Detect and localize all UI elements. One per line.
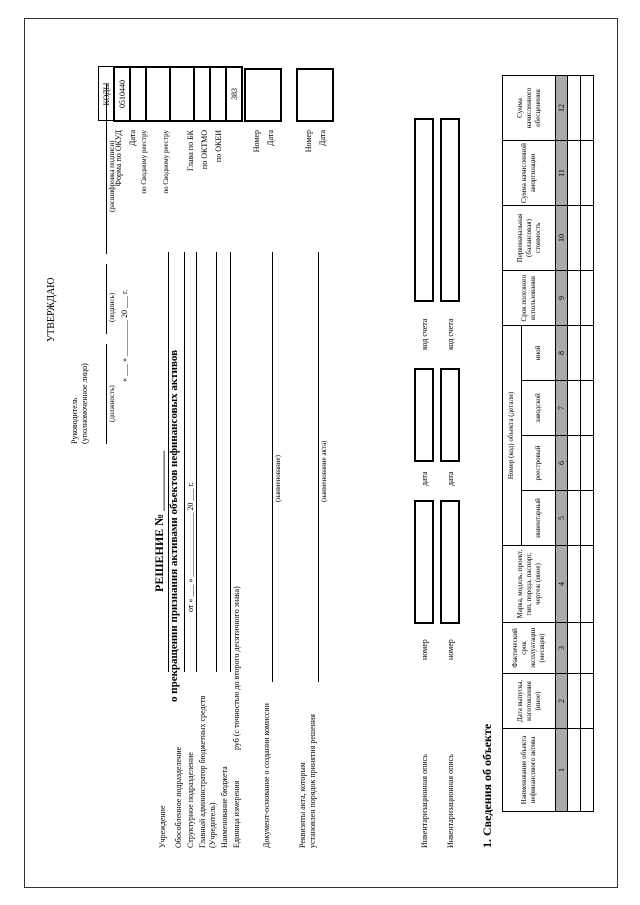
nomer2-label: Номер [304, 130, 313, 153]
subcol-registry: реестровый [521, 436, 555, 491]
inventory2-account-label: код счета [446, 318, 455, 350]
codes-table [98, 66, 243, 122]
col-header-2: Дата выпуска, изготовления (иное) [503, 674, 556, 729]
inventory2-number-box[interactable] [440, 500, 460, 624]
budget-name-label: Наименование бюджета [220, 766, 229, 848]
inventory1-number-label: номер [420, 639, 429, 660]
table-cell[interactable] [581, 326, 594, 381]
budget-name-line[interactable] [230, 252, 231, 672]
col-header-10: Первоначальная (балансовая) стоимость [503, 206, 556, 271]
inventory2-number-label: номер [446, 639, 455, 660]
inventory1-number-box[interactable] [414, 500, 434, 624]
signature-line [106, 264, 107, 334]
commission-doc-label: Документ-основание о создании комиссии [262, 703, 271, 848]
decision-title: РЕШЕНИЕ № __________ [152, 450, 166, 592]
col-number: 12 [556, 76, 568, 141]
chief-admin-line[interactable] [216, 252, 217, 672]
date-label: Дата [128, 130, 137, 146]
decision-date: от « ___ » ________________ 20 ___ г. [186, 482, 195, 612]
codes-header: КОДЫ [99, 67, 115, 121]
subcol-inventory: инвентарный [521, 491, 555, 546]
reg2-code-cell[interactable] [170, 67, 194, 121]
col-number: 2 [556, 674, 568, 729]
okud-code: 0510440 [114, 67, 130, 121]
inventory1-label: Инвентаризационная опись [420, 754, 429, 848]
inventory2-label: Инвентаризационная опись [446, 754, 455, 848]
col-number: 5 [556, 491, 568, 546]
inventory1-date-box[interactable] [414, 368, 434, 462]
inventory2-account-box[interactable] [440, 118, 460, 302]
nomer-label: Номер [252, 130, 261, 153]
structural-unit-label: Структурное подразделение [186, 752, 195, 848]
table-cell[interactable] [568, 141, 581, 206]
inventory1-account-label: код счета [420, 318, 429, 350]
structural-unit-line[interactable] [196, 252, 197, 672]
bk-code-cell[interactable] [194, 67, 210, 121]
table-cell[interactable] [568, 326, 581, 381]
col-number: 7 [556, 381, 568, 436]
separate-unit-label: Обособленное подразделение [174, 746, 183, 848]
table-cell[interactable] [581, 76, 594, 141]
table-cell[interactable] [568, 623, 581, 674]
col-number: 6 [556, 436, 568, 491]
unit-value: руб (с точностью до второго десятичного знака) [232, 586, 241, 750]
table-cell[interactable] [568, 436, 581, 491]
commission-code-box[interactable] [244, 68, 282, 122]
act-caption: (наименование акта) [320, 440, 328, 502]
reg1-label: по Сводному реестру [140, 130, 148, 194]
separate-unit-line[interactable] [184, 252, 185, 672]
oktmo-code-cell[interactable] [210, 67, 226, 121]
data2-label: Дата [318, 130, 327, 146]
approval-title: УТВЕРЖДАЮ [46, 277, 57, 342]
table-row [581, 76, 594, 812]
col-number: 3 [556, 623, 568, 674]
decision-subtitle: о прекращении признания активами объектов нефинансовых активов [168, 349, 180, 702]
oktmo-label: по ОКТМО [200, 130, 209, 170]
subcol-other: иной [521, 326, 555, 381]
table-cell[interactable] [581, 491, 594, 546]
col-header-12: Сумма начисленного обесценения [503, 76, 556, 141]
col-number: 1 [556, 729, 568, 812]
table-cell[interactable] [568, 271, 581, 326]
table-cell[interactable] [581, 729, 594, 812]
institution-line[interactable] [168, 252, 169, 672]
table-cell[interactable] [581, 141, 594, 206]
table-cell[interactable] [568, 729, 581, 812]
bk-label: Глава по БК [186, 130, 195, 171]
data-label: Дата [266, 130, 275, 146]
col-number: 8 [556, 326, 568, 381]
inventory1-account-box[interactable] [414, 118, 434, 302]
object-table [502, 75, 594, 812]
approval-date: « ___ » _________ 20 ___ г. [120, 289, 129, 382]
head-label: Руководитель [70, 397, 79, 444]
col-header-5: Номер (код) объекта (детали) [503, 326, 522, 546]
table-cell[interactable] [581, 271, 594, 326]
col-header-1: Наименование объекта нефинансового актива [503, 729, 556, 812]
table-cell[interactable] [568, 76, 581, 141]
table-cell[interactable] [581, 623, 594, 674]
col-header-9: Срок полезного использования [503, 271, 556, 326]
table-row [568, 76, 581, 812]
table-cell[interactable] [581, 436, 594, 491]
table-cell[interactable] [581, 381, 594, 436]
act-details-line[interactable] [318, 252, 319, 682]
okei-code: 383 [226, 67, 242, 121]
date-code-cell[interactable] [130, 67, 146, 121]
col-header-4: Марка, модель, проект, тип, порода, паспорт, чертеж (иное) [503, 546, 556, 623]
reg2-label: по Сводному реестру [162, 130, 170, 194]
institution-label: Учреждение [158, 805, 167, 848]
rotated-form [40, 42, 600, 862]
col-number: 4 [556, 546, 568, 623]
okei-label: по ОКЕИ [214, 130, 223, 163]
col-header-11: Сумма начисленной амортизации [503, 141, 556, 206]
subcol-factory: заводской [521, 381, 555, 436]
chief-admin-label: Главный администратор бюджетных средств [198, 695, 207, 848]
reg1-code-cell[interactable] [146, 67, 170, 121]
unit-label: Единица измерения [232, 780, 241, 848]
table-cell[interactable] [568, 491, 581, 546]
act-details-label: Реквизиты акта, которым [298, 762, 307, 848]
position-line [106, 344, 107, 444]
col-header-3: Фактический срок эксплуатации (месяцев) [503, 623, 556, 674]
act-details-sublabel: установлен порядок принятия решения [308, 714, 317, 848]
decoding-caption: (расшифровка подписи) [108, 140, 116, 212]
table-cell[interactable] [568, 546, 581, 623]
commission-name-caption: (наименование) [274, 455, 282, 502]
col-number: 10 [556, 206, 568, 271]
commission-doc-line[interactable] [272, 252, 273, 682]
table-cell[interactable] [581, 674, 594, 729]
inventory2-date-label: дата [446, 471, 455, 486]
signature-caption: (подпись) [108, 292, 116, 322]
table-cell[interactable] [568, 674, 581, 729]
inventory1-date-label: дата [420, 471, 429, 486]
position-caption: (должность) [108, 385, 116, 422]
inventory2-date-box[interactable] [440, 368, 460, 462]
table-cell[interactable] [581, 206, 594, 271]
chief-admin-sublabel: (Учредитель) [208, 802, 217, 848]
table-cell[interactable] [581, 546, 594, 623]
col-number: 9 [556, 271, 568, 326]
table-cell[interactable] [568, 206, 581, 271]
head-sublabel: (уполномоченное лицо) [80, 363, 89, 444]
act-code-box[interactable] [296, 68, 334, 122]
okud-label: Форма по ОКУД [114, 130, 123, 187]
col-number: 11 [556, 141, 568, 206]
section1-title: 1. Сведения об объекте [480, 723, 494, 848]
table-cell[interactable] [568, 381, 581, 436]
